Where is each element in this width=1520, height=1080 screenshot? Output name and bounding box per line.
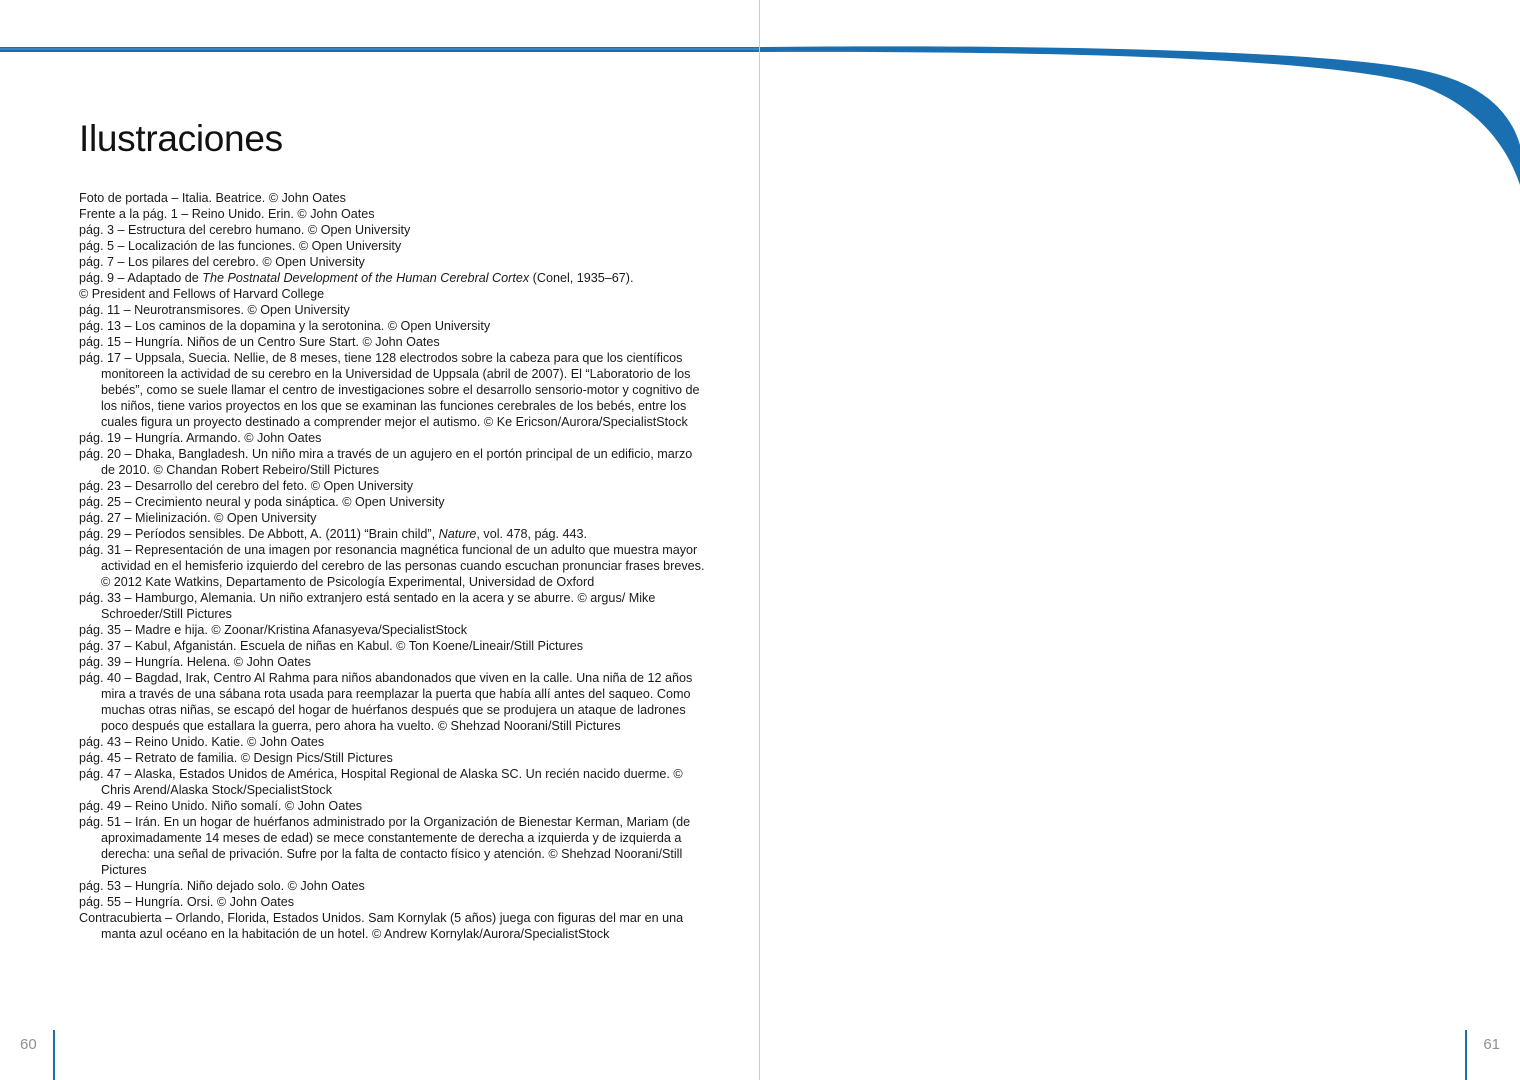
credit-entry: pág. 27 – Mielinización. © Open University xyxy=(79,511,317,525)
page-number-left: 60 xyxy=(20,1036,37,1053)
page-title: Ilustraciones xyxy=(79,118,283,159)
credit-entry xyxy=(79,526,709,542)
spine-divider xyxy=(759,0,760,1080)
credit-entry: pág. 49 – Reino Unido. Niño somalí. © John Oates xyxy=(79,799,363,813)
credit-entry: pág. 53 – Hungría. Niño dejado solo. © John Oates xyxy=(79,879,365,893)
credit-entry: pág. 39 – Hungría. Helena. © John Oates xyxy=(79,655,311,669)
credit-italic-title: The Postnatal Development of the Human Cerebral Cortex xyxy=(202,271,530,285)
credit-entry: pág. 5 – Localización de las funciones. © Open University xyxy=(79,239,402,253)
credit-entry: pág. 35 – Madre e hija. © Zoonar/Kristina Afanasyeva/SpecialistStock xyxy=(79,623,468,637)
credit-entry: pág. 33 – Hamburgo, Alemania. Un niño extranjero está sentado en la acera y se aburre. © argus/ Mike Schroeder/Still Pictures xyxy=(79,591,656,621)
left-page-rule xyxy=(53,1030,55,1080)
credit-entry: pág. 11 – Neurotransmisores. © Open University xyxy=(79,303,350,317)
credit-entry: Contracubierta – Orlando, Florida, Estados Unidos. Sam Kornylak (5 años) juega con figuras del mar en una manta azul océano en la habitación de un hotel. © Andrew Kornylak/Aurora/SpecialistStock xyxy=(79,911,684,941)
credit-entry: pág. 15 – Hungría. Niños de un Centro Sure Start. © John Oates xyxy=(79,335,440,349)
credit-entry: pág. 31 – Representación de una imagen por resonancia magnética funcional de un adulto que muestra mayor actividad en el hemisferio izquierdo del cerebro de las personas cuando escuchan pronunciar frases breves. © 2012 Kate Watkins, Departamento de Psicología Experimental, Universidad de Oxford xyxy=(79,543,705,589)
credit-entry: pág. 55 – Hungría. Orsi. © John Oates xyxy=(79,895,295,909)
credit-entry: pág. 3 – Estructura del cerebro humano. © Open University xyxy=(79,223,411,237)
credit-entry: pág. 23 – Desarrollo del cerebro del feto. © Open University xyxy=(79,479,414,493)
credit-entry xyxy=(79,270,709,286)
credit-text: , vol. 478, pág. 443. xyxy=(476,527,588,541)
credit-entry: pág. 25 – Crecimiento neural y poda sináptica. © Open University xyxy=(79,495,445,509)
credit-entry: pág. 20 – Dhaka, Bangladesh. Un niño mira a través de un agujero en el portón principal de un edificio, marzo de 2010. © Chandan Robert Rebeiro/Still Pictures xyxy=(79,447,693,477)
credit-text: pág. 29 – Períodos sensibles. De Abbott, A. (2011) “Brain child”, xyxy=(79,527,439,541)
credit-entry: pág. 13 – Los caminos de la dopamina y la serotonina. © Open University xyxy=(79,319,491,333)
credit-entry: pág. 43 – Reino Unido. Katie. © John Oates xyxy=(79,735,325,749)
credit-entry: © President and Fellows of Harvard College xyxy=(79,287,325,301)
credits-list xyxy=(79,190,709,942)
credit-entry: pág. 7 – Los pilares del cerebro. © Open University xyxy=(79,255,365,269)
header-swoosh xyxy=(0,0,1520,200)
credit-text: (Conel, 1935–67). xyxy=(529,271,634,285)
credit-text: pág. 9 – Adaptado de xyxy=(79,271,203,285)
right-page-rule xyxy=(1465,1030,1467,1080)
credit-entry: Foto de portada – Italia. Beatrice. © John Oates xyxy=(79,191,346,205)
credit-entry: pág. 51 – Irán. En un hogar de huérfanos administrado por la Organización de Bienestar Kerman, Mariam (de aproximadamente 14 meses de edad) se mece constantemente de derecha a izquierda y de izquierda a derecha: una señal de privación. Sufre por la falta de contacto físico y atención. © Shehzad Noorani/Still Pictures xyxy=(79,815,691,877)
credit-entry: pág. 45 – Retrato de familia. © Design Pics/Still Pictures xyxy=(79,751,393,765)
credit-entry: pág. 17 – Uppsala, Suecia. Nellie, de 8 meses, tiene 128 electrodos sobre la cabeza para que los científicos monitoreen la actividad de su cerebro en la Universidad de Uppsala (abril de 2007). El “Laboratorio de los bebés”, como se suele llamar el centro de investigaciones sobre el desarrollo sensorio-motor y cognitivo de los niños, tiene varios proyectos en los que se examinan las funciones cerebrales de los bebés, entre los cuales figura un proyecto destinado a comprender mejor el autismo. © Ke Ericson/Aurora/SpecialistStock xyxy=(79,351,700,429)
credit-entry: pág. 19 – Hungría. Armando. © John Oates xyxy=(79,431,322,445)
credit-entry: pág. 40 – Bagdad, Irak, Centro Al Rahma para niños abandonados que viven en la calle. Una niña de 12 años mira a través de una sábana rota usada para reemplazar la puerta que había allí antes del saqueo. Como muchas otras niñas, se escapó del hogar de huérfanos después que se produjera un ataque de ladrones poco después que estallara la guerra, pero ahora ha vuelto. © Shehzad Noorani/Still Pictures xyxy=(79,671,693,733)
page-number-right: 61 xyxy=(1483,1036,1500,1053)
credit-entry: Frente a la pág. 1 – Reino Unido. Erin. © John Oates xyxy=(79,207,375,221)
credit-entry: pág. 37 – Kabul, Afganistán. Escuela de niñas en Kabul. © Ton Koene/Lineair/Still Pictures xyxy=(79,639,584,653)
credit-entry: pág. 47 – Alaska, Estados Unidos de América, Hospital Regional de Alaska SC. Un recién nacido duerme. © Chris Arend/Alaska Stock/SpecialistStock xyxy=(79,767,683,797)
credit-italic-title: Nature xyxy=(438,527,477,541)
